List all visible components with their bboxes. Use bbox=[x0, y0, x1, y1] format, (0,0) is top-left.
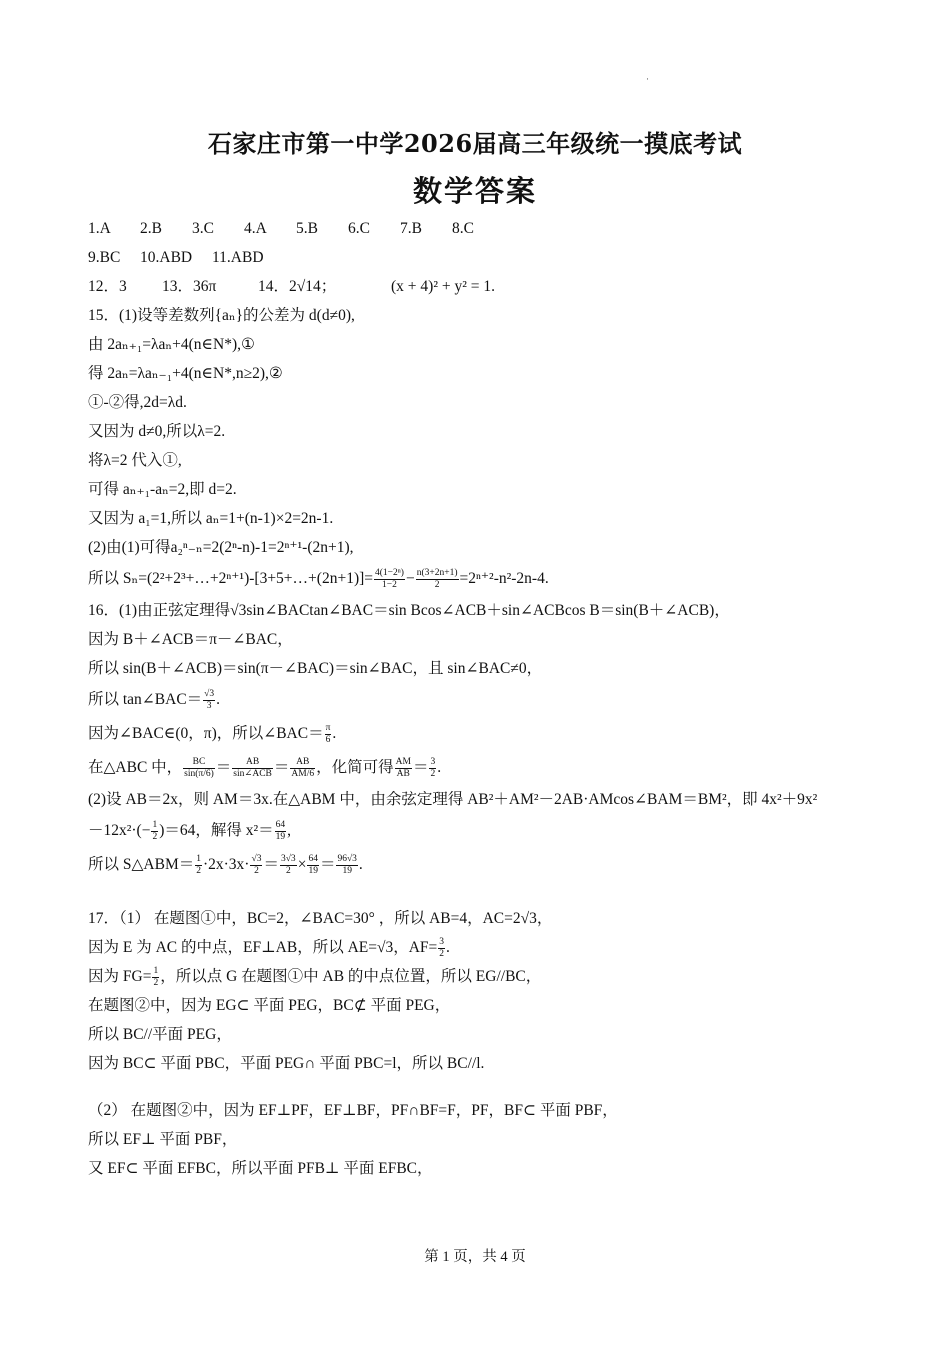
fill-answers-row bbox=[88, 272, 878, 301]
text: 因为∠BAC∈(0，π)，所以∠BAC＝ bbox=[88, 725, 324, 742]
q17-line bbox=[88, 962, 878, 991]
numerator: π bbox=[325, 722, 331, 733]
q15-line: 将λ=2 代入①, bbox=[88, 452, 182, 469]
q16-line bbox=[88, 848, 878, 882]
fraction bbox=[416, 568, 459, 591]
text: ＝ bbox=[412, 759, 429, 776]
text: 所以 S△ABM＝ bbox=[88, 856, 195, 873]
denominator: 2 bbox=[285, 865, 291, 876]
fraction bbox=[336, 854, 357, 877]
q15-line: ①-②得,2d=λd. bbox=[88, 394, 187, 411]
school-exam-title: 石家庄市第一中学2026届高三年级统一摸底考试 bbox=[207, 129, 743, 158]
answer-9: 9.BC bbox=[88, 249, 121, 266]
q15-sum-line bbox=[88, 562, 878, 596]
denominator: 2 bbox=[430, 768, 436, 779]
fraction bbox=[232, 757, 273, 780]
q15-line: 得 2aₙ=λaₙ₋₁+4(n∈N*,n≥2),② bbox=[88, 365, 283, 382]
fraction bbox=[280, 854, 297, 877]
header-mark: · bbox=[646, 74, 649, 84]
denominator: 2 bbox=[254, 865, 259, 876]
q16-line bbox=[88, 751, 878, 785]
text: 所以 tan∠BAC＝ bbox=[88, 691, 203, 708]
fraction bbox=[438, 937, 445, 960]
numerator: 1 bbox=[196, 853, 201, 864]
q15-line: 15．(1)设等差数列{aₙ}的公差为 d(d≠0), bbox=[88, 307, 355, 324]
answer-4: 4.A bbox=[244, 220, 267, 237]
denominator: 2 bbox=[439, 948, 445, 959]
numerator: 3√3 bbox=[280, 853, 296, 864]
q16-line: 所以 sin(B＋∠ACB)＝sin(π－∠BAC)＝sin∠BAC，且 sin∠BAC≠0， bbox=[88, 660, 543, 677]
q16-line: (2)设 AB＝2x，则 AM＝3x.在△ABM 中，由余弦定理得 AB²＋AM²－2AB·AMcos∠BAM＝BM²，即 4x²＋9x² bbox=[88, 791, 818, 808]
answer-7: 7.B bbox=[400, 220, 422, 237]
q16-line bbox=[88, 814, 878, 848]
fraction bbox=[203, 689, 215, 712]
q17-line: （2） 在题图②中，因为 EF⊥PF，EF⊥BF，PF∩BF=F，PF，BF⊂ 平面 PBF， bbox=[88, 1102, 618, 1119]
denominator: 19 bbox=[308, 865, 318, 876]
fraction bbox=[183, 757, 215, 780]
text: ＝ bbox=[215, 759, 232, 776]
numerator: 96√3 bbox=[337, 853, 357, 864]
answer-14-value-2: (x + 4)² + y² = 1. bbox=[391, 278, 495, 295]
text: ，所以点 G 在题图①中 AB 的中点位置，所以 EG//BC， bbox=[160, 968, 542, 985]
q17-line: 17．（1） 在题图①中，BC=2，∠BAC=30° ，所以 AB=4，AC=2√3， bbox=[88, 910, 553, 927]
answer-13: 13．36π bbox=[162, 278, 217, 295]
operator: − bbox=[405, 570, 415, 587]
fraction bbox=[151, 820, 158, 843]
text: 因为 E 为 AC 的中点，EF⊥AB，所以 AE=√3，AF= bbox=[88, 939, 438, 956]
page-footer: 第 1 页，共 4 页 bbox=[424, 1249, 526, 1265]
denominator: AB bbox=[396, 768, 410, 779]
fraction bbox=[395, 757, 412, 780]
q15-line: 又因为 a₁=1,所以 aₙ=1+(n-1)×2=2n-1. bbox=[88, 510, 334, 527]
numerator: AM bbox=[395, 756, 411, 767]
answer-12: 12．3 bbox=[88, 278, 127, 295]
text: . bbox=[332, 725, 337, 742]
numerator: 1 bbox=[153, 965, 159, 976]
denominator: 19 bbox=[275, 831, 286, 842]
answer-14-value-1: 2√14； bbox=[289, 278, 337, 295]
q16-line bbox=[88, 717, 878, 751]
q15-sum-suffix: =2ⁿ⁺²-n²-2n-4. bbox=[459, 570, 549, 587]
text: ＝ bbox=[319, 856, 336, 873]
numerator: 4(1−2ⁿ) bbox=[375, 567, 404, 578]
fraction bbox=[152, 966, 159, 989]
q17-line: 因为 BC⊂ 平面 PBC，平面 PEG∩ 平面 PBC=l，所以 BC//l. bbox=[88, 1055, 485, 1072]
answer-8: 8.C bbox=[452, 220, 474, 237]
answer-3: 3.C bbox=[192, 220, 214, 237]
q15-line: 由 2aₙ₊₁=λaₙ+4(n∈N*),① bbox=[88, 336, 255, 353]
q15-line: (2)由(1)可得a₂ⁿ₋ₙ=2(2ⁿ-n)-1=2ⁿ⁺¹-(2n+1), bbox=[88, 539, 354, 556]
subject-title: 数学答案 bbox=[412, 174, 537, 208]
numerator: 64 bbox=[308, 853, 318, 864]
fraction bbox=[325, 723, 332, 746]
fraction bbox=[250, 854, 262, 877]
denominator: 2 bbox=[153, 977, 159, 988]
answer-10: 10.ABD bbox=[140, 249, 193, 266]
answer-14-label: 14． bbox=[258, 278, 290, 295]
numerator: √3 bbox=[251, 853, 262, 864]
fraction bbox=[290, 757, 315, 780]
fraction bbox=[374, 568, 405, 591]
denominator: 2 bbox=[196, 865, 201, 876]
denominator: sin(π/6) bbox=[184, 768, 214, 779]
answer-1: 1.A bbox=[88, 220, 111, 237]
text: )＝64，解得 x²＝ bbox=[159, 822, 274, 839]
text: 因为 FG= bbox=[88, 968, 152, 985]
answer-content bbox=[88, 214, 878, 1183]
text: × bbox=[297, 856, 307, 873]
denominator: 3 bbox=[206, 700, 212, 711]
text: ，化简可得 bbox=[316, 759, 394, 776]
text: 在△ABC 中， bbox=[88, 759, 183, 776]
text: . bbox=[216, 691, 221, 708]
numerator: 3 bbox=[430, 756, 436, 767]
q15-line: 又因为 d≠0,所以λ=2. bbox=[88, 423, 226, 440]
numerator: n(3+2n+1) bbox=[416, 567, 458, 578]
text: ·2x·3x· bbox=[202, 856, 250, 873]
denominator: 1−2 bbox=[382, 579, 397, 590]
fraction bbox=[429, 757, 436, 780]
q17-line: 所以 EF⊥ 平面 PBF， bbox=[88, 1131, 238, 1148]
text: ＝ bbox=[263, 856, 279, 873]
text: . bbox=[437, 759, 442, 776]
q17-line bbox=[88, 933, 878, 962]
denominator: 19 bbox=[342, 865, 352, 876]
numerator: √3 bbox=[204, 688, 215, 699]
text: －12x²·(− bbox=[88, 822, 151, 839]
choice-answers-row-2 bbox=[88, 243, 878, 272]
q17-line: 所以 BC//平面 PEG， bbox=[88, 1026, 232, 1043]
denominator: 2 bbox=[152, 831, 158, 842]
text: , bbox=[287, 822, 292, 839]
numerator: AB bbox=[232, 757, 273, 769]
q17-line: 在题图②中，因为 EG⊂ 平面 PEG，BC⊄ 平面 PEG， bbox=[88, 997, 451, 1014]
text: . bbox=[358, 856, 363, 873]
denominator: 2 bbox=[434, 579, 440, 590]
fraction bbox=[195, 854, 202, 877]
numerator: BC bbox=[183, 757, 215, 769]
denominator: sin∠ACB bbox=[233, 768, 272, 779]
fraction bbox=[307, 854, 319, 877]
q15-line: 可得 aₙ₊₁-aₙ=2,即 d=2. bbox=[88, 481, 237, 498]
q17-line: 又 EF⊂ 平面 EFBC，所以平面 PFB⊥ 平面 EFBC， bbox=[88, 1160, 433, 1177]
answer-11: 11.ABD bbox=[212, 249, 264, 266]
denominator: AM/6 bbox=[291, 768, 315, 779]
fraction bbox=[275, 820, 287, 843]
numerator: AB bbox=[290, 757, 315, 769]
text: ＝ bbox=[273, 759, 290, 776]
q16-line bbox=[88, 683, 878, 717]
numerator: 1 bbox=[152, 819, 158, 830]
q15-sum-prefix: 所以 Sₙ=(2²+2³+…+2ⁿ⁺¹)-[3+5+…+(2n+1)]= bbox=[88, 570, 374, 587]
choice-answers-row-1 bbox=[88, 214, 878, 243]
answer-6: 6.C bbox=[348, 220, 370, 237]
answer-2: 2.B bbox=[140, 220, 162, 237]
q16-line: 16．(1)由正弦定理得√3sin∠BACtan∠BAC＝sin Bcos∠ACB＋sin∠ACBcos B＝sin(B＋∠ACB)， bbox=[88, 602, 730, 619]
answer-5: 5.B bbox=[296, 220, 318, 237]
q16-line: 因为 B＋∠ACB＝π－∠BAC， bbox=[88, 631, 293, 648]
text: . bbox=[446, 939, 450, 956]
numerator: 64 bbox=[275, 819, 286, 830]
numerator: 3 bbox=[439, 936, 445, 947]
denominator: 6 bbox=[325, 734, 331, 745]
